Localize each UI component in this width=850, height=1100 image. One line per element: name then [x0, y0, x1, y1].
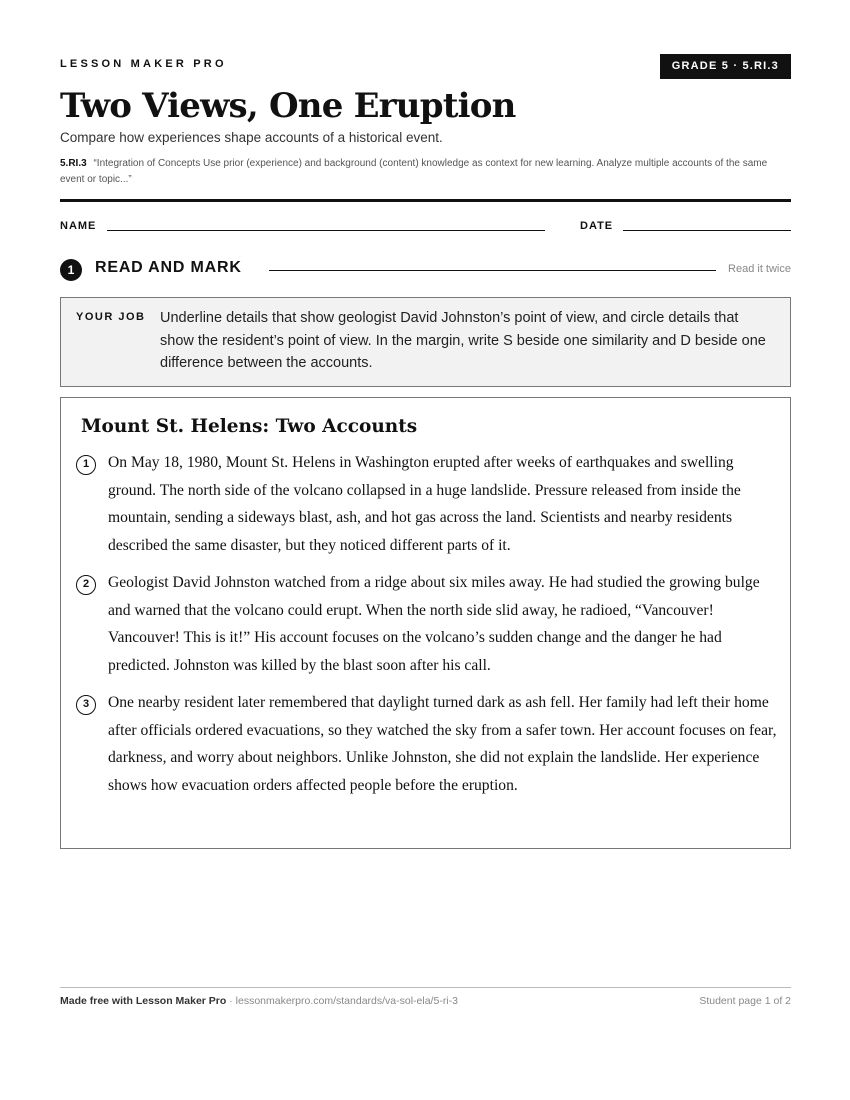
your-job-instructions: Underline details that show geologist David Johnston’s point of view, and circle details that show the resident’s point of view. In the margin, write S beside one similarity and D beside one difference between the accounts.	[160, 310, 766, 371]
standard-text: “Integration of Concepts Use prior (experience) and background (content) knowledge as context for new learning. Analyze multiple accounts of the same event or topic...”	[60, 158, 768, 185]
footer-divider	[60, 987, 791, 988]
footer-credit	[60, 995, 458, 1007]
worksheet-page	[60, 0, 791, 1100]
page-title: Two Views, One Eruption	[60, 86, 516, 126]
name-date-row	[60, 220, 791, 234]
your-job-label: YOUR JOB	[76, 311, 146, 323]
section-rule	[269, 270, 716, 271]
footer-url[interactable]: · lessonmakerpro.com/standards/va-sol-ela/5-ri-3	[226, 995, 458, 1007]
date-field[interactable]	[623, 230, 791, 231]
date-label: DATE	[580, 220, 614, 232]
name-field[interactable]	[107, 230, 545, 231]
name-label: NAME	[60, 220, 97, 232]
grade-badge: GRADE 5 · 5.RI.3	[660, 54, 791, 79]
header-divider	[60, 199, 791, 202]
paragraph-number: 3	[76, 695, 96, 715]
section-number: 1	[60, 259, 82, 281]
your-job-box	[60, 297, 791, 387]
brand-name: LESSON MAKER PRO	[60, 58, 227, 70]
footer-made-with: Made free with Lesson Maker Pro	[60, 995, 227, 1007]
paragraph-text: Geologist David Johnston watched from a ridge about six miles away. He had studied the growing bulge and warned that the volcano could erupt. When the north side slid away, he radioed, “Vancouver! Vancouver! This is it!” His account focuses on the volcano’s sudden change and the danger he had predicted. Johnston was killed by the blast soon after his call.	[108, 574, 760, 674]
paragraph-text: On May 18, 1980, Mount St. Helens in Washington erupted after weeks of earthquakes and swelling ground. The north side of the volcano collapsed in a huge landslide. Pressure released from inside the mountain, sending a sideways blast, ash, and hot gas across the land. Scientists and nearby residents described the same disaster, but they noticed different parts of it.	[108, 454, 741, 554]
paragraph-text: One nearby resident later remembered that daylight turned dark as ash fell. Her family had left their home after officials ordered evacuations, so they watched the sky from a safer town. Her account focuses on fear, darkness, and worry about neighbors. Unlike Johnston, she did not explain the landslide. Her experience shows how evacuation orders affected people before the eruption.	[108, 694, 777, 794]
section-title: READ AND MARK	[95, 259, 242, 276]
standard-code: 5.RI.3	[60, 158, 87, 169]
page-subtitle: Compare how experiences shape accounts of a historical event.	[60, 130, 443, 145]
section-hint: Read it twice	[728, 263, 791, 275]
section-read-and-mark	[60, 258, 791, 282]
standard-description	[60, 156, 791, 188]
reading-passage	[60, 397, 791, 849]
passage-title: Mount St. Helens: Two Accounts	[81, 416, 418, 437]
paragraph-number: 2	[76, 575, 96, 595]
paragraph-number: 1	[76, 455, 96, 475]
footer-page-number: Student page 1 of 2	[699, 995, 791, 1007]
